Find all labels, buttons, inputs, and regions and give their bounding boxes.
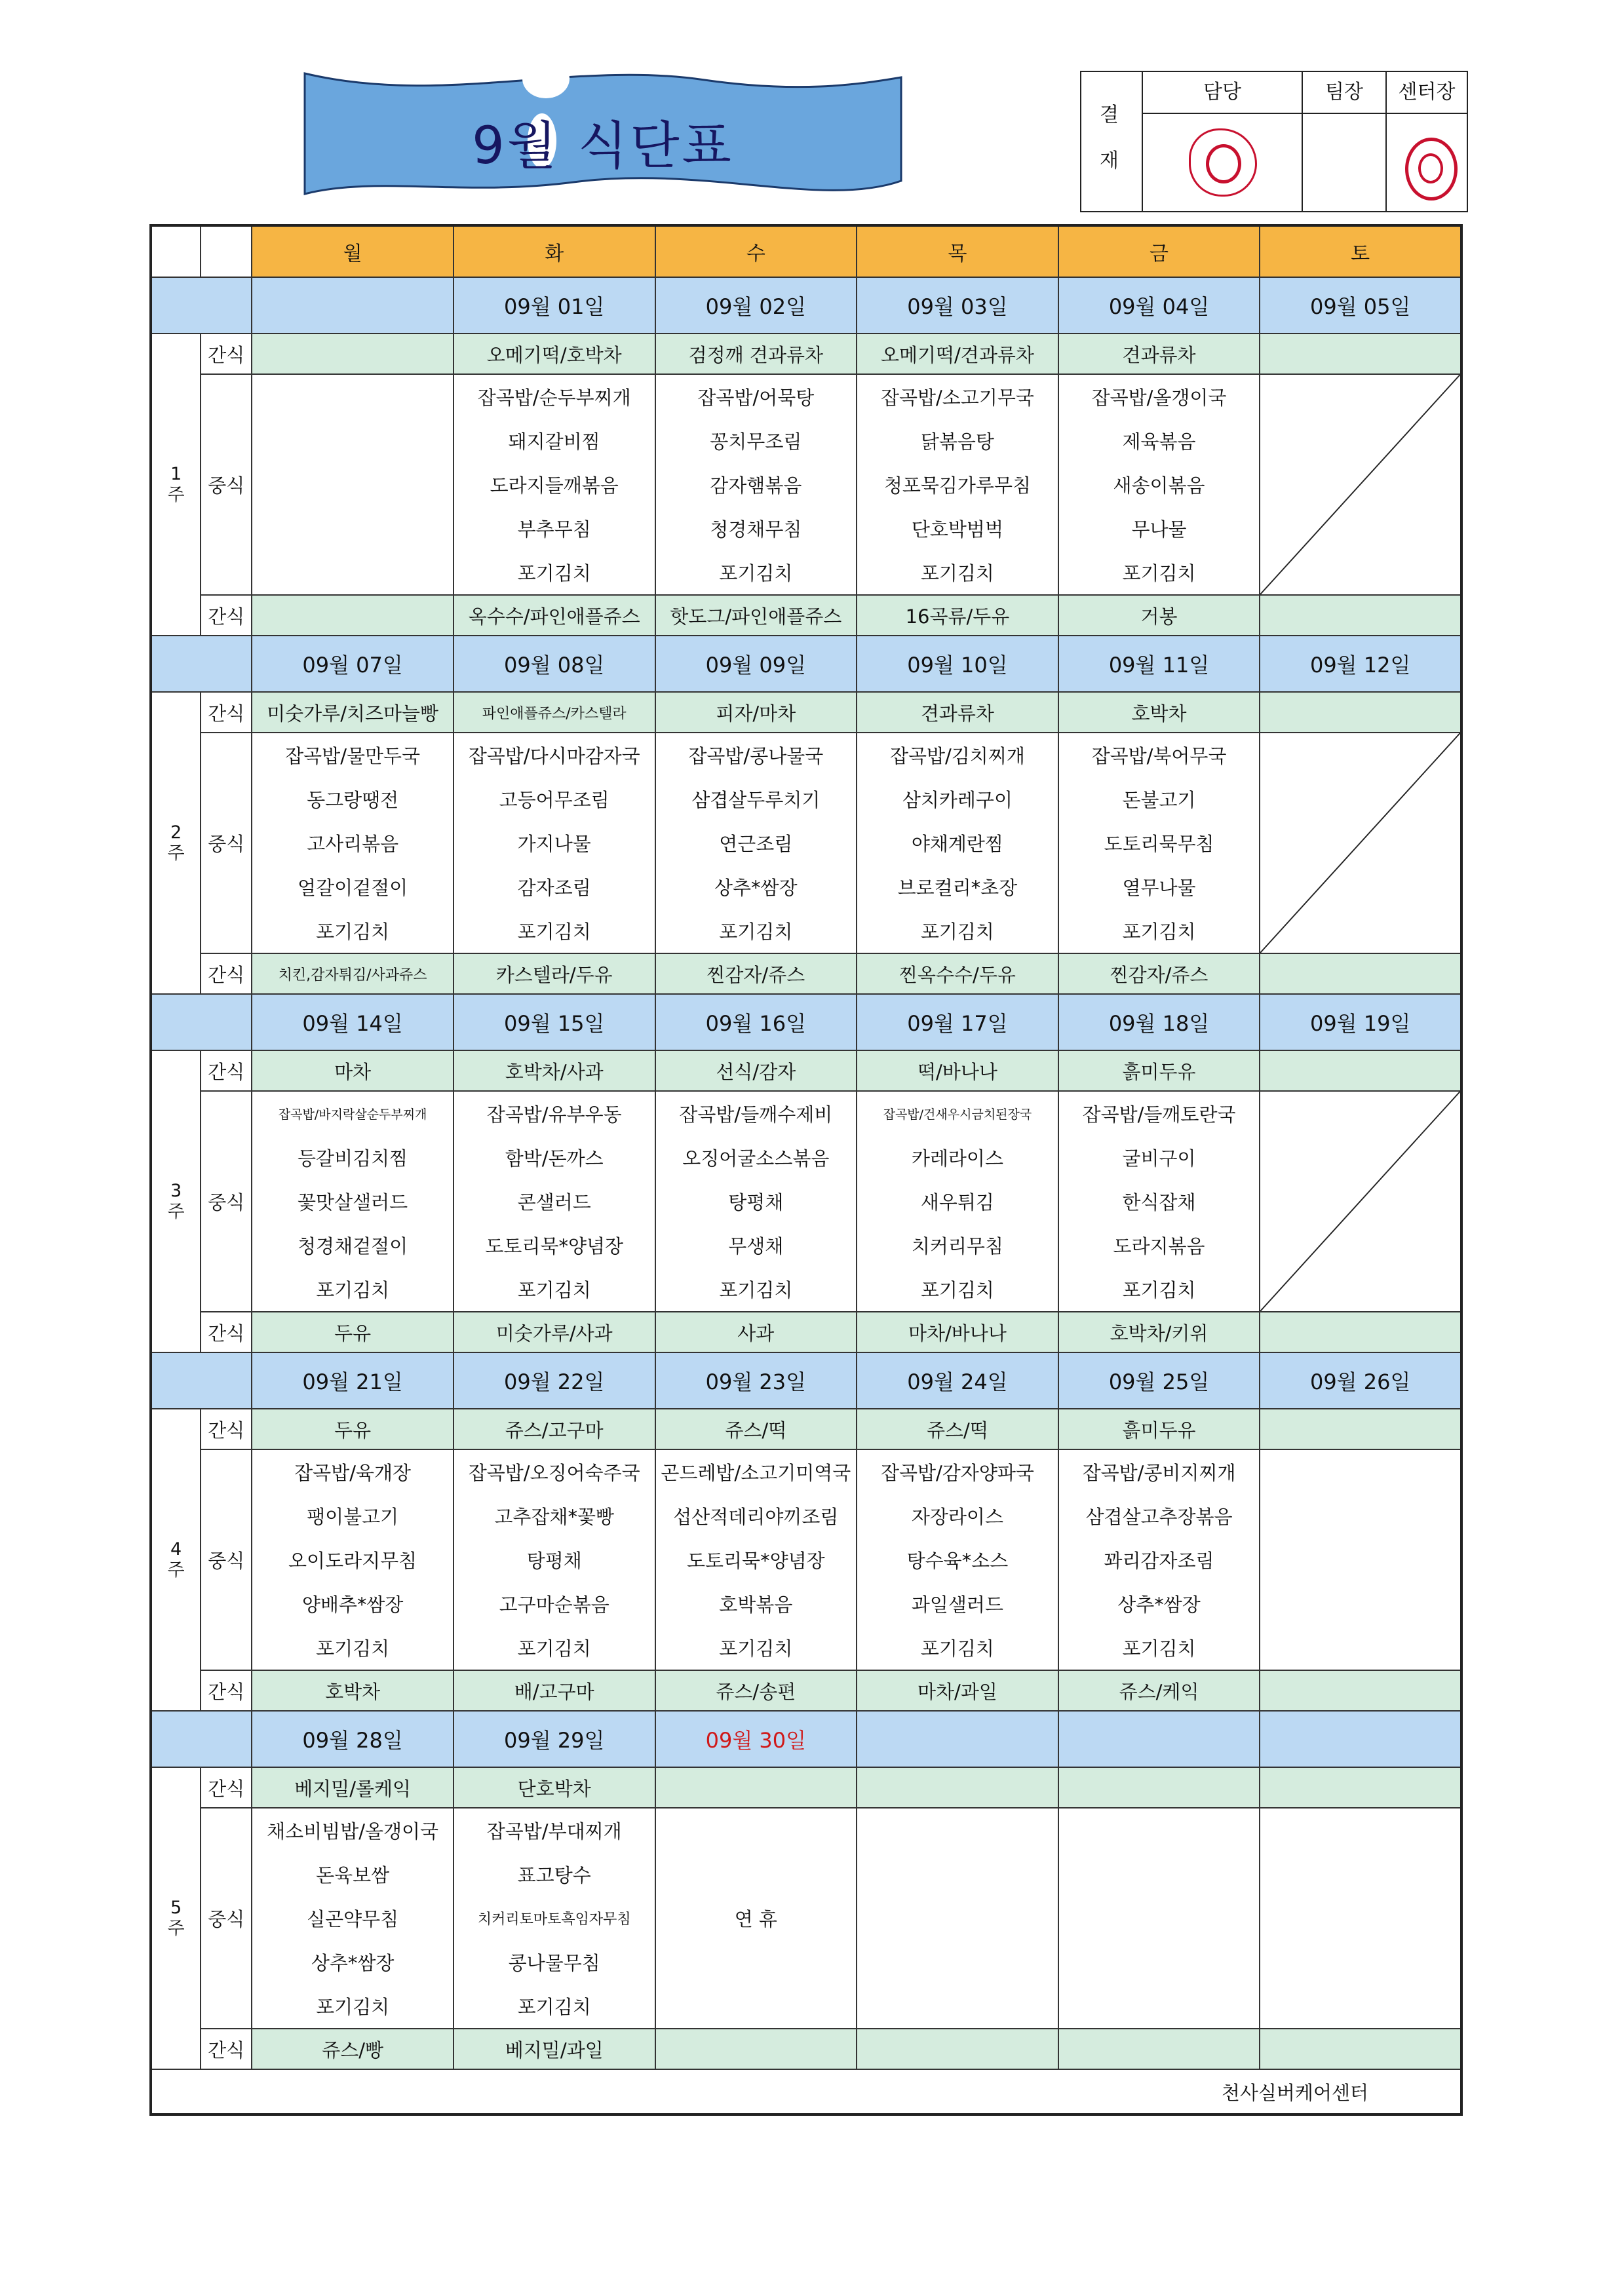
lunch-row [151, 1808, 1461, 1852]
week-label-text: 3 주 [167, 1180, 185, 1222]
lunch-cell [857, 1896, 1058, 1940]
lunch-cell: 포기김치 [655, 1267, 857, 1312]
approval-side-top: 결 [1100, 104, 1119, 126]
snack-pm-cell: 마차/바나나 [857, 1312, 1058, 1352]
week-label [151, 334, 201, 636]
lunch-label: 중식 [201, 1449, 252, 1670]
approval-side-label [1081, 72, 1142, 211]
lunch-cell: 잡곡밥/올갱이국 [1058, 374, 1260, 419]
lunch-cell [1058, 1940, 1260, 1984]
snack-pm-cell [1260, 595, 1461, 636]
date-cell [252, 277, 454, 334]
day-header-sat: 토 [1260, 225, 1461, 277]
snack-am-cell: 파인애플쥬스/카스텔라 [454, 692, 655, 733]
lunch-label: 중식 [201, 733, 252, 953]
snack-am-row [151, 334, 1461, 374]
lunch-cell: 브로컬리*초장 [857, 865, 1058, 909]
approval-col-manager [1142, 72, 1302, 211]
lunch-cell: 치커리무침 [857, 1223, 1058, 1267]
lunch-cell: 섭산적데리야끼조림 [655, 1494, 857, 1538]
lunch-cell: 잡곡밥/물만두국 [252, 733, 454, 777]
week-label-text: 1 주 [167, 463, 185, 505]
date-cell: 09월 26일 [1260, 1352, 1461, 1409]
snack-label: 간식 [201, 2029, 252, 2069]
lunch-cell: 부추무침 [454, 507, 655, 550]
lunch-cell: 포기김치 [252, 1267, 454, 1312]
lunch-cell: 포기김치 [857, 909, 1058, 953]
lunch-cell [252, 507, 454, 550]
date-row-spacer [151, 636, 252, 692]
snack-am-cell: 흙미두유 [1058, 1050, 1260, 1091]
snack-pm-cell [1260, 1312, 1461, 1352]
lunch-cell: 탕평채 [655, 1179, 857, 1223]
snack-label: 간식 [201, 1409, 252, 1449]
snack-pm-cell: 마차/과일 [857, 1670, 1058, 1711]
lunch-cell: 잡곡밥/부대찌개 [454, 1808, 655, 1852]
date-row-spacer [151, 994, 252, 1050]
date-cell: 09월 04일 [1058, 277, 1260, 334]
snack-am-cell: 흙미두유 [1058, 1409, 1260, 1449]
lunch-cell: 새송이볶음 [1058, 463, 1260, 507]
lunch-cell: 감자조림 [454, 865, 655, 909]
approval-box [1080, 71, 1468, 212]
snack-label: 간식 [201, 595, 252, 636]
week-label-text: 2 주 [167, 822, 185, 864]
snack-pm-cell: 호박차/키위 [1058, 1312, 1260, 1352]
lunch-cell: 삼겹살두루치기 [655, 777, 857, 821]
lunch-cell: 포기김치 [857, 1267, 1058, 1312]
lunch-cell [252, 374, 454, 419]
week-label [151, 692, 201, 994]
lunch-cell: 포기김치 [1058, 1267, 1260, 1312]
lunch-cell: 잡곡밥/김치찌개 [857, 733, 1058, 777]
snack-am-cell: 단호박차 [454, 1767, 655, 1808]
date-row [151, 1711, 1461, 1767]
lunch-cell: 청경채겉절이 [252, 1223, 454, 1267]
approval-side-bottom: 재 [1100, 149, 1119, 172]
date-cell: 09월 23일 [655, 1352, 857, 1409]
lunch-cell: 연 휴 [655, 1896, 857, 1940]
date-cell: 09월 29일 [454, 1711, 655, 1767]
lunch-cell: 채소비빔밥/올갱이국 [252, 1808, 454, 1852]
lunch-cell: 고사리볶음 [252, 821, 454, 865]
saturday-lunch-cell [1260, 1449, 1461, 1670]
lunch-cell: 잡곡밥/순두부찌개 [454, 374, 655, 419]
lunch-cell: 포기김치 [655, 1626, 857, 1670]
lunch-cell: 도토리묵*양념장 [454, 1223, 655, 1267]
footer-row [151, 2069, 1461, 2114]
date-cell: 09월 12일 [1260, 636, 1461, 692]
snack-pm-cell: 치킨,감자튀김/사과쥬스 [252, 953, 454, 994]
date-cell [857, 1711, 1058, 1767]
snack-pm-cell: 쥬스/송편 [655, 1670, 857, 1711]
approval-col-director [1385, 72, 1467, 211]
lunch-cell: 잡곡밥/콩나물국 [655, 733, 857, 777]
week-label-text: 4 주 [167, 1539, 185, 1580]
lunch-cell: 잡곡밥/들깨토란국 [1058, 1091, 1260, 1136]
date-cell: 09월 16일 [655, 994, 857, 1050]
date-cell: 09월 30일 [655, 1711, 857, 1767]
snack-am-row [151, 692, 1461, 733]
page-title: 9월 식단표 [472, 117, 734, 176]
snack-label: 간식 [201, 1670, 252, 1711]
diagonal-line [1260, 733, 1460, 953]
snack-am-cell: 오메기떡/호박차 [454, 334, 655, 374]
lunch-cell: 콘샐러드 [454, 1179, 655, 1223]
lunch-cell: 고구마순볶음 [454, 1582, 655, 1626]
date-cell: 09월 24일 [857, 1352, 1058, 1409]
snack-pm-cell [857, 2029, 1058, 2069]
lunch-cell [857, 1852, 1058, 1896]
snack-am-row [151, 1050, 1461, 1091]
date-row [151, 636, 1461, 692]
lunch-cell [655, 1940, 857, 1984]
lunch-row [151, 374, 1461, 419]
date-cell: 09월 25일 [1058, 1352, 1260, 1409]
diagonal-line [1260, 1092, 1460, 1311]
snack-label: 간식 [201, 1050, 252, 1091]
lunch-cell: 감자햄볶음 [655, 463, 857, 507]
date-row [151, 1352, 1461, 1409]
lunch-cell: 잡곡밥/콩비지찌개 [1058, 1449, 1260, 1494]
lunch-label: 중식 [201, 1808, 252, 2029]
snack-label: 간식 [201, 1312, 252, 1352]
snack-label: 간식 [201, 1767, 252, 1808]
snack-am-cell [1058, 1767, 1260, 1808]
snack-am-cell [1260, 1050, 1461, 1091]
snack-am-cell: 피자/마차 [655, 692, 857, 733]
snack-am-cell: 쥬스/떡 [857, 1409, 1058, 1449]
lunch-cell: 포기김치 [857, 1626, 1058, 1670]
saturday-lunch-cell [1260, 733, 1461, 953]
date-cell: 09월 07일 [252, 636, 454, 692]
approval-header-director: 센터장 [1387, 72, 1467, 114]
lunch-cell [1058, 1852, 1260, 1896]
snack-am-cell [1260, 1767, 1461, 1808]
lunch-cell: 호박볶음 [655, 1582, 857, 1626]
snack-pm-cell: 찐옥수수/두유 [857, 953, 1058, 994]
day-header-thu: 목 [857, 225, 1058, 277]
snack-am-cell [1260, 1409, 1461, 1449]
saturday-lunch-cell [1260, 1091, 1461, 1312]
snack-am-cell: 두유 [252, 1409, 454, 1449]
date-cell: 09월 17일 [857, 994, 1058, 1050]
menu-table [149, 224, 1463, 2116]
date-cell: 09월 02일 [655, 277, 857, 334]
lunch-cell [857, 1940, 1058, 1984]
lunch-cell: 탕평채 [454, 1538, 655, 1582]
snack-pm-cell: 찐감자/쥬스 [655, 953, 857, 994]
approval-header-manager: 담당 [1143, 72, 1302, 114]
snack-am-row [151, 1409, 1461, 1449]
lunch-cell: 잡곡밥/어묵탕 [655, 374, 857, 419]
snack-am-cell [252, 334, 454, 374]
lunch-cell: 자장라이스 [857, 1494, 1058, 1538]
lunch-cell: 포기김치 [454, 1626, 655, 1670]
snack-am-cell: 호박차/사과 [454, 1050, 655, 1091]
lunch-label: 중식 [201, 374, 252, 595]
lunch-cell: 삼치카레구이 [857, 777, 1058, 821]
lunch-cell: 돼지갈비찜 [454, 419, 655, 463]
date-row-spacer [151, 277, 252, 334]
snack-am-cell: 견과류차 [1058, 334, 1260, 374]
lunch-cell: 탕수육*소스 [857, 1538, 1058, 1582]
manager-seal-mark-icon [1206, 144, 1241, 183]
snack-label: 간식 [201, 953, 252, 994]
saturday-lunch-cell [1260, 374, 1461, 595]
snack-pm-row [151, 953, 1461, 994]
lunch-cell: 상추*쌈장 [1058, 1582, 1260, 1626]
lunch-cell: 콩나물무침 [454, 1940, 655, 1984]
lunch-cell: 돈불고기 [1058, 777, 1260, 821]
lunch-cell: 한식잡채 [1058, 1179, 1260, 1223]
lunch-cell: 잡곡밥/오징어숙주국 [454, 1449, 655, 1494]
date-cell: 09월 05일 [1260, 277, 1461, 334]
date-cell: 09월 03일 [857, 277, 1058, 334]
lunch-cell [655, 1984, 857, 2029]
lunch-cell: 가지나물 [454, 821, 655, 865]
week-label [151, 1767, 201, 2069]
approval-header-team-lead: 팀장 [1303, 72, 1385, 114]
lunch-cell: 포기김치 [454, 1984, 655, 2029]
lunch-cell: 도토리묵무침 [1058, 821, 1260, 865]
snack-am-cell [857, 1767, 1058, 1808]
lunch-cell: 잡곡밥/건새우시금치된장국 [857, 1091, 1058, 1136]
lunch-cell: 포기김치 [454, 909, 655, 953]
snack-pm-cell [655, 2029, 857, 2069]
lunch-cell: 등갈비김치찜 [252, 1136, 454, 1179]
snack-am-cell: 선식/감자 [655, 1050, 857, 1091]
lunch-cell: 잡곡밥/육개장 [252, 1449, 454, 1494]
director-seal-mark-icon [1418, 153, 1443, 183]
snack-pm-cell: 16곡류/두유 [857, 595, 1058, 636]
lunch-cell: 함박/돈까스 [454, 1136, 655, 1179]
lunch-cell [1058, 1808, 1260, 1852]
lunch-row [151, 733, 1461, 777]
lunch-cell [252, 550, 454, 595]
snack-pm-cell: 호박차 [252, 1670, 454, 1711]
lunch-cell: 포기김치 [1058, 909, 1260, 953]
date-cell: 09월 08일 [454, 636, 655, 692]
lunch-cell [252, 463, 454, 507]
snack-am-cell: 마차 [252, 1050, 454, 1091]
lunch-cell: 잡곡밥/감자양파국 [857, 1449, 1058, 1494]
lunch-cell: 꽃맛살샐러드 [252, 1179, 454, 1223]
snack-am-cell: 미숫가루/치즈마늘빵 [252, 692, 454, 733]
lunch-cell [857, 1808, 1058, 1852]
lunch-cell: 포기김치 [252, 1626, 454, 1670]
approval-col-team-lead [1302, 72, 1385, 211]
day-header-wed: 수 [655, 225, 857, 277]
lunch-cell: 양배추*쌈장 [252, 1582, 454, 1626]
date-cell: 09월 10일 [857, 636, 1058, 692]
lunch-cell: 잡곡밥/들깨수제비 [655, 1091, 857, 1136]
lunch-cell: 꽈리감자조림 [1058, 1538, 1260, 1582]
lunch-cell [655, 1808, 857, 1852]
lunch-cell: 무생채 [655, 1223, 857, 1267]
lunch-cell: 얼갈이겉절이 [252, 865, 454, 909]
lunch-cell [252, 419, 454, 463]
week-label [151, 1409, 201, 1711]
date-row-spacer [151, 1352, 252, 1409]
snack-pm-cell: 사과 [655, 1312, 857, 1352]
lunch-cell: 상추*쌈장 [252, 1940, 454, 1984]
day-header-mon: 월 [252, 225, 454, 277]
snack-am-cell: 견과류차 [857, 692, 1058, 733]
snack-pm-cell: 핫도그/파인애플쥬스 [655, 595, 857, 636]
lunch-cell: 상추*쌈장 [655, 865, 857, 909]
lunch-cell: 잡곡밥/유부우동 [454, 1091, 655, 1136]
date-cell: 09월 22일 [454, 1352, 655, 1409]
lunch-cell: 무나물 [1058, 507, 1260, 550]
lunch-cell: 청포묵김가루무침 [857, 463, 1058, 507]
snack-pm-cell: 쥬스/케익 [1058, 1670, 1260, 1711]
snack-am-cell: 검정깨 견과류차 [655, 334, 857, 374]
lunch-cell: 포기김치 [252, 1984, 454, 2029]
snack-am-cell: 떡/바나나 [857, 1050, 1058, 1091]
lunch-cell: 청경채무침 [655, 507, 857, 550]
snack-am-cell [1260, 692, 1461, 733]
lunch-cell: 곤드레밥/소고기미역국 [655, 1449, 857, 1494]
lunch-row [151, 1091, 1461, 1136]
snack-pm-row [151, 1312, 1461, 1352]
lunch-cell: 포기김치 [454, 1267, 655, 1312]
lunch-cell: 동그랑땡전 [252, 777, 454, 821]
snack-am-cell: 쥬스/고구마 [454, 1409, 655, 1449]
lunch-cell: 잡곡밥/소고기무국 [857, 374, 1058, 419]
date-cell: 09월 19일 [1260, 994, 1461, 1050]
snack-pm-cell: 베지밀/과일 [454, 2029, 655, 2069]
lunch-cell: 포기김치 [1058, 1626, 1260, 1670]
saturday-lunch-cell [1260, 1808, 1461, 2029]
lunch-cell: 치커리토마토흑임자무침 [454, 1896, 655, 1940]
lunch-cell: 도토리묵*양념장 [655, 1538, 857, 1582]
snack-pm-row [151, 595, 1461, 636]
snack-am-cell: 베지밀/롤케익 [252, 1767, 454, 1808]
lunch-cell: 단호박범벅 [857, 507, 1058, 550]
lunch-cell: 포기김치 [454, 550, 655, 595]
snack-pm-cell [1260, 1670, 1461, 1711]
snack-pm-cell [1260, 2029, 1461, 2069]
diagonal-line [1260, 375, 1460, 594]
snack-am-cell: 쥬스/떡 [655, 1409, 857, 1449]
lunch-cell: 고추잡채*꽃빵 [454, 1494, 655, 1538]
corner-cell [151, 225, 201, 277]
lunch-cell [1058, 1984, 1260, 2029]
snack-label: 간식 [201, 334, 252, 374]
snack-pm-cell [1260, 953, 1461, 994]
lunch-cell: 팽이불고기 [252, 1494, 454, 1538]
snack-pm-cell: 배/고구마 [454, 1670, 655, 1711]
lunch-cell: 야채계란찜 [857, 821, 1058, 865]
lunch-cell: 고등어무조림 [454, 777, 655, 821]
date-row [151, 994, 1461, 1050]
lunch-cell: 삼겹살고추장볶음 [1058, 1494, 1260, 1538]
date-cell [1260, 1711, 1461, 1767]
snack-pm-cell: 옥수수/파인애플쥬스 [454, 595, 655, 636]
day-header-row [151, 225, 1461, 277]
lunch-cell: 도라지볶음 [1058, 1223, 1260, 1267]
lunch-cell: 잡곡밥/다시마감자국 [454, 733, 655, 777]
lunch-cell: 잡곡밥/북어무국 [1058, 733, 1260, 777]
corner-cell [201, 225, 252, 277]
snack-am-cell [1260, 334, 1461, 374]
snack-pm-cell [252, 595, 454, 636]
lunch-cell: 표고탕수 [454, 1852, 655, 1896]
date-cell: 09월 18일 [1058, 994, 1260, 1050]
lunch-cell: 잡곡밥/바지락살순두부찌개 [252, 1091, 454, 1136]
date-cell: 09월 28일 [252, 1711, 454, 1767]
snack-am-cell: 호박차 [1058, 692, 1260, 733]
lunch-cell [655, 1852, 857, 1896]
date-row-spacer [151, 1711, 252, 1767]
lunch-cell: 오징어굴소스볶음 [655, 1136, 857, 1179]
snack-pm-row [151, 2029, 1461, 2069]
lunch-cell: 포기김치 [655, 550, 857, 595]
lunch-cell [1058, 1896, 1260, 1940]
date-cell [1058, 1711, 1260, 1767]
snack-pm-cell: 찐감자/쥬스 [1058, 953, 1260, 994]
lunch-cell: 과일샐러드 [857, 1582, 1058, 1626]
date-cell: 09월 01일 [454, 277, 655, 334]
title-banner [298, 66, 908, 203]
date-cell: 09월 09일 [655, 636, 857, 692]
lunch-cell: 새우튀김 [857, 1179, 1058, 1223]
day-header-fri: 금 [1058, 225, 1260, 277]
lunch-cell: 오이도라지무침 [252, 1538, 454, 1582]
lunch-cell: 닭볶음탕 [857, 419, 1058, 463]
date-cell: 09월 21일 [252, 1352, 454, 1409]
center-name: 천사실버케어센터 [151, 2069, 1461, 2114]
lunch-cell: 꽁치무조림 [655, 419, 857, 463]
lunch-cell: 포기김치 [1058, 550, 1260, 595]
lunch-label: 중식 [201, 1091, 252, 1312]
snack-pm-cell: 거봉 [1058, 595, 1260, 636]
date-cell: 09월 15일 [454, 994, 655, 1050]
lunch-row [151, 1449, 1461, 1494]
week-label-text: 5 주 [167, 1897, 185, 1939]
date-cell: 09월 11일 [1058, 636, 1260, 692]
lunch-cell: 포기김치 [655, 909, 857, 953]
lunch-cell: 포기김치 [252, 909, 454, 953]
lunch-cell: 제육볶음 [1058, 419, 1260, 463]
lunch-cell [857, 1984, 1058, 2029]
date-cell: 09월 14일 [252, 994, 454, 1050]
lunch-cell: 카레라이스 [857, 1136, 1058, 1179]
lunch-cell: 포기김치 [857, 550, 1058, 595]
snack-label: 간식 [201, 692, 252, 733]
date-row [151, 277, 1461, 334]
lunch-cell: 굴비구이 [1058, 1136, 1260, 1179]
snack-am-row [151, 1767, 1461, 1808]
snack-pm-cell: 두유 [252, 1312, 454, 1352]
snack-pm-cell: 미숫가루/사과 [454, 1312, 655, 1352]
lunch-cell: 돈육보쌈 [252, 1852, 454, 1896]
lunch-cell: 연근조림 [655, 821, 857, 865]
lunch-cell: 도라지들깨볶음 [454, 463, 655, 507]
snack-pm-cell: 카스텔라/두유 [454, 953, 655, 994]
snack-pm-cell [1058, 2029, 1260, 2069]
snack-am-cell [655, 1767, 857, 1808]
snack-am-cell: 오메기떡/견과류차 [857, 334, 1058, 374]
week-label [151, 1050, 201, 1352]
day-header-tue: 화 [454, 225, 655, 277]
lunch-cell: 열무나물 [1058, 865, 1260, 909]
snack-pm-cell: 쥬스/빵 [252, 2029, 454, 2069]
snack-pm-row [151, 1670, 1461, 1711]
lunch-cell: 실곤약무침 [252, 1896, 454, 1940]
